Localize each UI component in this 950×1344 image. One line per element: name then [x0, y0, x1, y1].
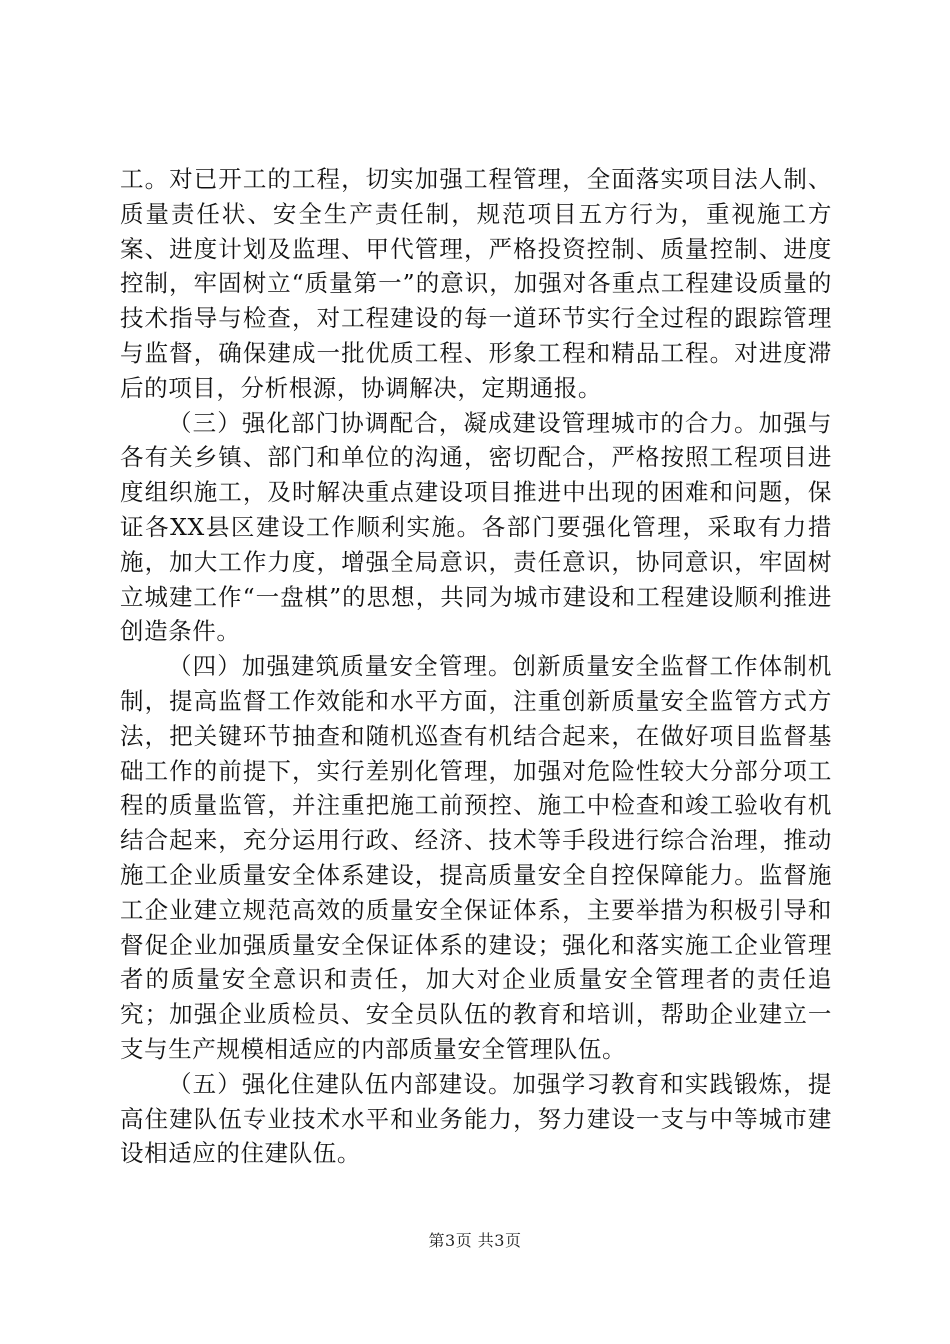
paragraph-section-four: （四）加强建筑质量安全管理。创新质量安全监督工作体制机制，提高监督工作效能和水平方面，注重创新质量安全监管方式方法，把关键环节抽查和随机巡查有机结合起来，在做好项目监督基础工作的前提下，实行差别化管理，加强对危险性较大分部分项工程的质量监管，并注重把施工前预控、施工中检查和竣工验收有机结合起来，充分运用行政、经济、技术等手段进行综合治理，推动施工企业质量安全体系建设，提高质量安全自控保障能力。监督施工企业建立规范高效的质量安全保证体系，主要举措为积极引导和督促企业加强质量安全保证体系的建设；强化和落实施工企业管理者的质量安全意识和责任，加大对企业质量安全管理者的责任追究；加强企业质检员、安全员队伍的教育和培训，帮助企业建立一支与生产规模相适应的内部质量安全管理队伍。 — [120, 652, 832, 1063]
paragraph-section-three: （三）强化部门协调配合，凝成建设管理城市的合力。加强与各有关乡镇、部门和单位的沟通，密切配合，严格按照工程项目进度组织施工，及时解决重点建设项目推进中出现的困难和问题，保证各XX县区建设工作顺利实施。各部门要强化管理，采取有力措施，加大工作力度，增强全局意识，责任意识，协同意识，牢固树立城建工作“一盘棋”的思想，共同为城市建设和工程建设顺利推进创造条件。 — [120, 408, 832, 646]
paragraph-continuation: 工。对已开工的工程，切实加强工程管理，全面落实项目法人制、质量责任状、安全生产责任制，规范项目五方行为，重视施工方案、进度计划及监理、甲代管理，严格投资控制、质量控制、进度控制，牢固树立“质量第一”的意识，加强对各重点工程建设质量的技术指导与检查，对工程建设的每一道环节实行全过程的跟踪管理与监督，确保建成一批优质工程、形象工程和精品工程。对进度滞后的项目，分析根源，协调解决，定期通报。 — [120, 165, 832, 402]
page-number-footer: 第3页 共3页 — [428, 1231, 522, 1250]
paragraph-section-five: （五）强化住建队伍内部建设。加强学习教育和实践锻炼，提高住建队伍专业技术水平和业务能力，努力建设一支与中等城市建设相适应的住建队伍。 — [120, 1069, 832, 1168]
document-body — [120, 162, 832, 1171]
